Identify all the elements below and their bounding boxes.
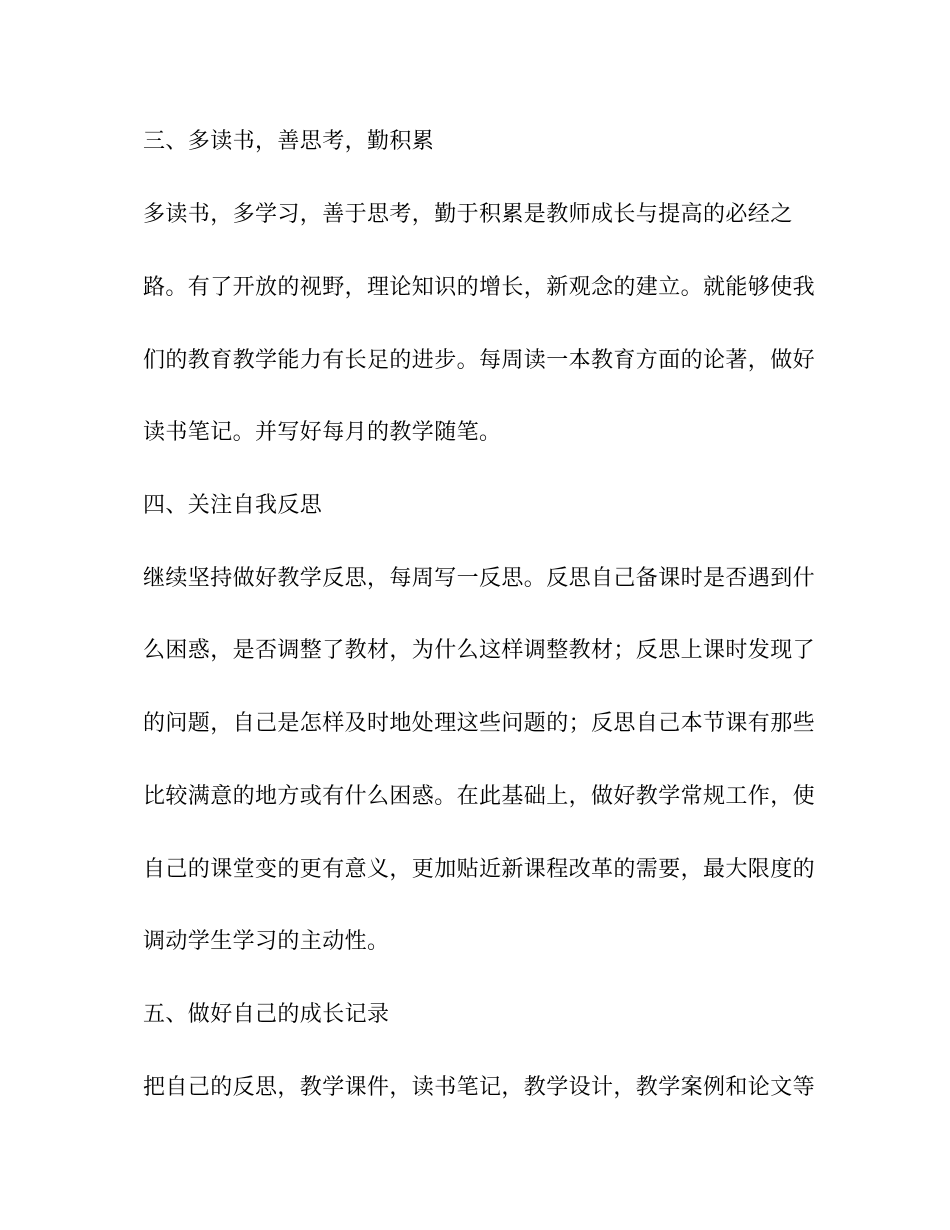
paragraph-line: 自己的课堂变的更有意义，更加贴近新课程改革的需要，最大限度的 [143, 857, 816, 882]
paragraph-line: 把自己的反思，教学课件，读书笔记，教学设计，教学案例和论文等 [143, 1075, 816, 1100]
paragraph-line: 调动学生学习的主动性。 [143, 929, 390, 954]
paragraph-line: 比较满意的地方或有什么困惑。在此基础上，做好教学常规工作，使 [143, 784, 816, 809]
section-heading-4: 四、关注自我反思 [143, 493, 323, 518]
paragraph-line: 路。有了开放的视野，理论知识的增长，新观念的建立。就能够使我 [143, 275, 816, 300]
paragraph-line: 继续坚持做好教学反思，每周写一反思。反思自己备课时是否遇到什 [143, 566, 816, 591]
paragraph-line: 们的教育教学能力有长足的进步。每周读一本教育方面的论著，做好 [143, 348, 816, 373]
paragraph-line: 读书笔记。并写好每月的教学随笔。 [143, 420, 502, 445]
paragraph-line: 多读书，多学习，善于思考，勤于积累是教师成长与提高的必经之 [143, 202, 793, 227]
paragraph-line: 的问题，自己是怎样及时地处理这些问题的；反思自己本节课有那些 [143, 711, 816, 736]
section-heading-3: 三、多读书，善思考，勤积累 [143, 129, 435, 154]
section-heading-5: 五、做好自己的成长记录 [143, 1002, 390, 1027]
paragraph-line: 么困惑，是否调整了教材，为什么这样调整教材；反思上课时发现了 [143, 638, 816, 663]
